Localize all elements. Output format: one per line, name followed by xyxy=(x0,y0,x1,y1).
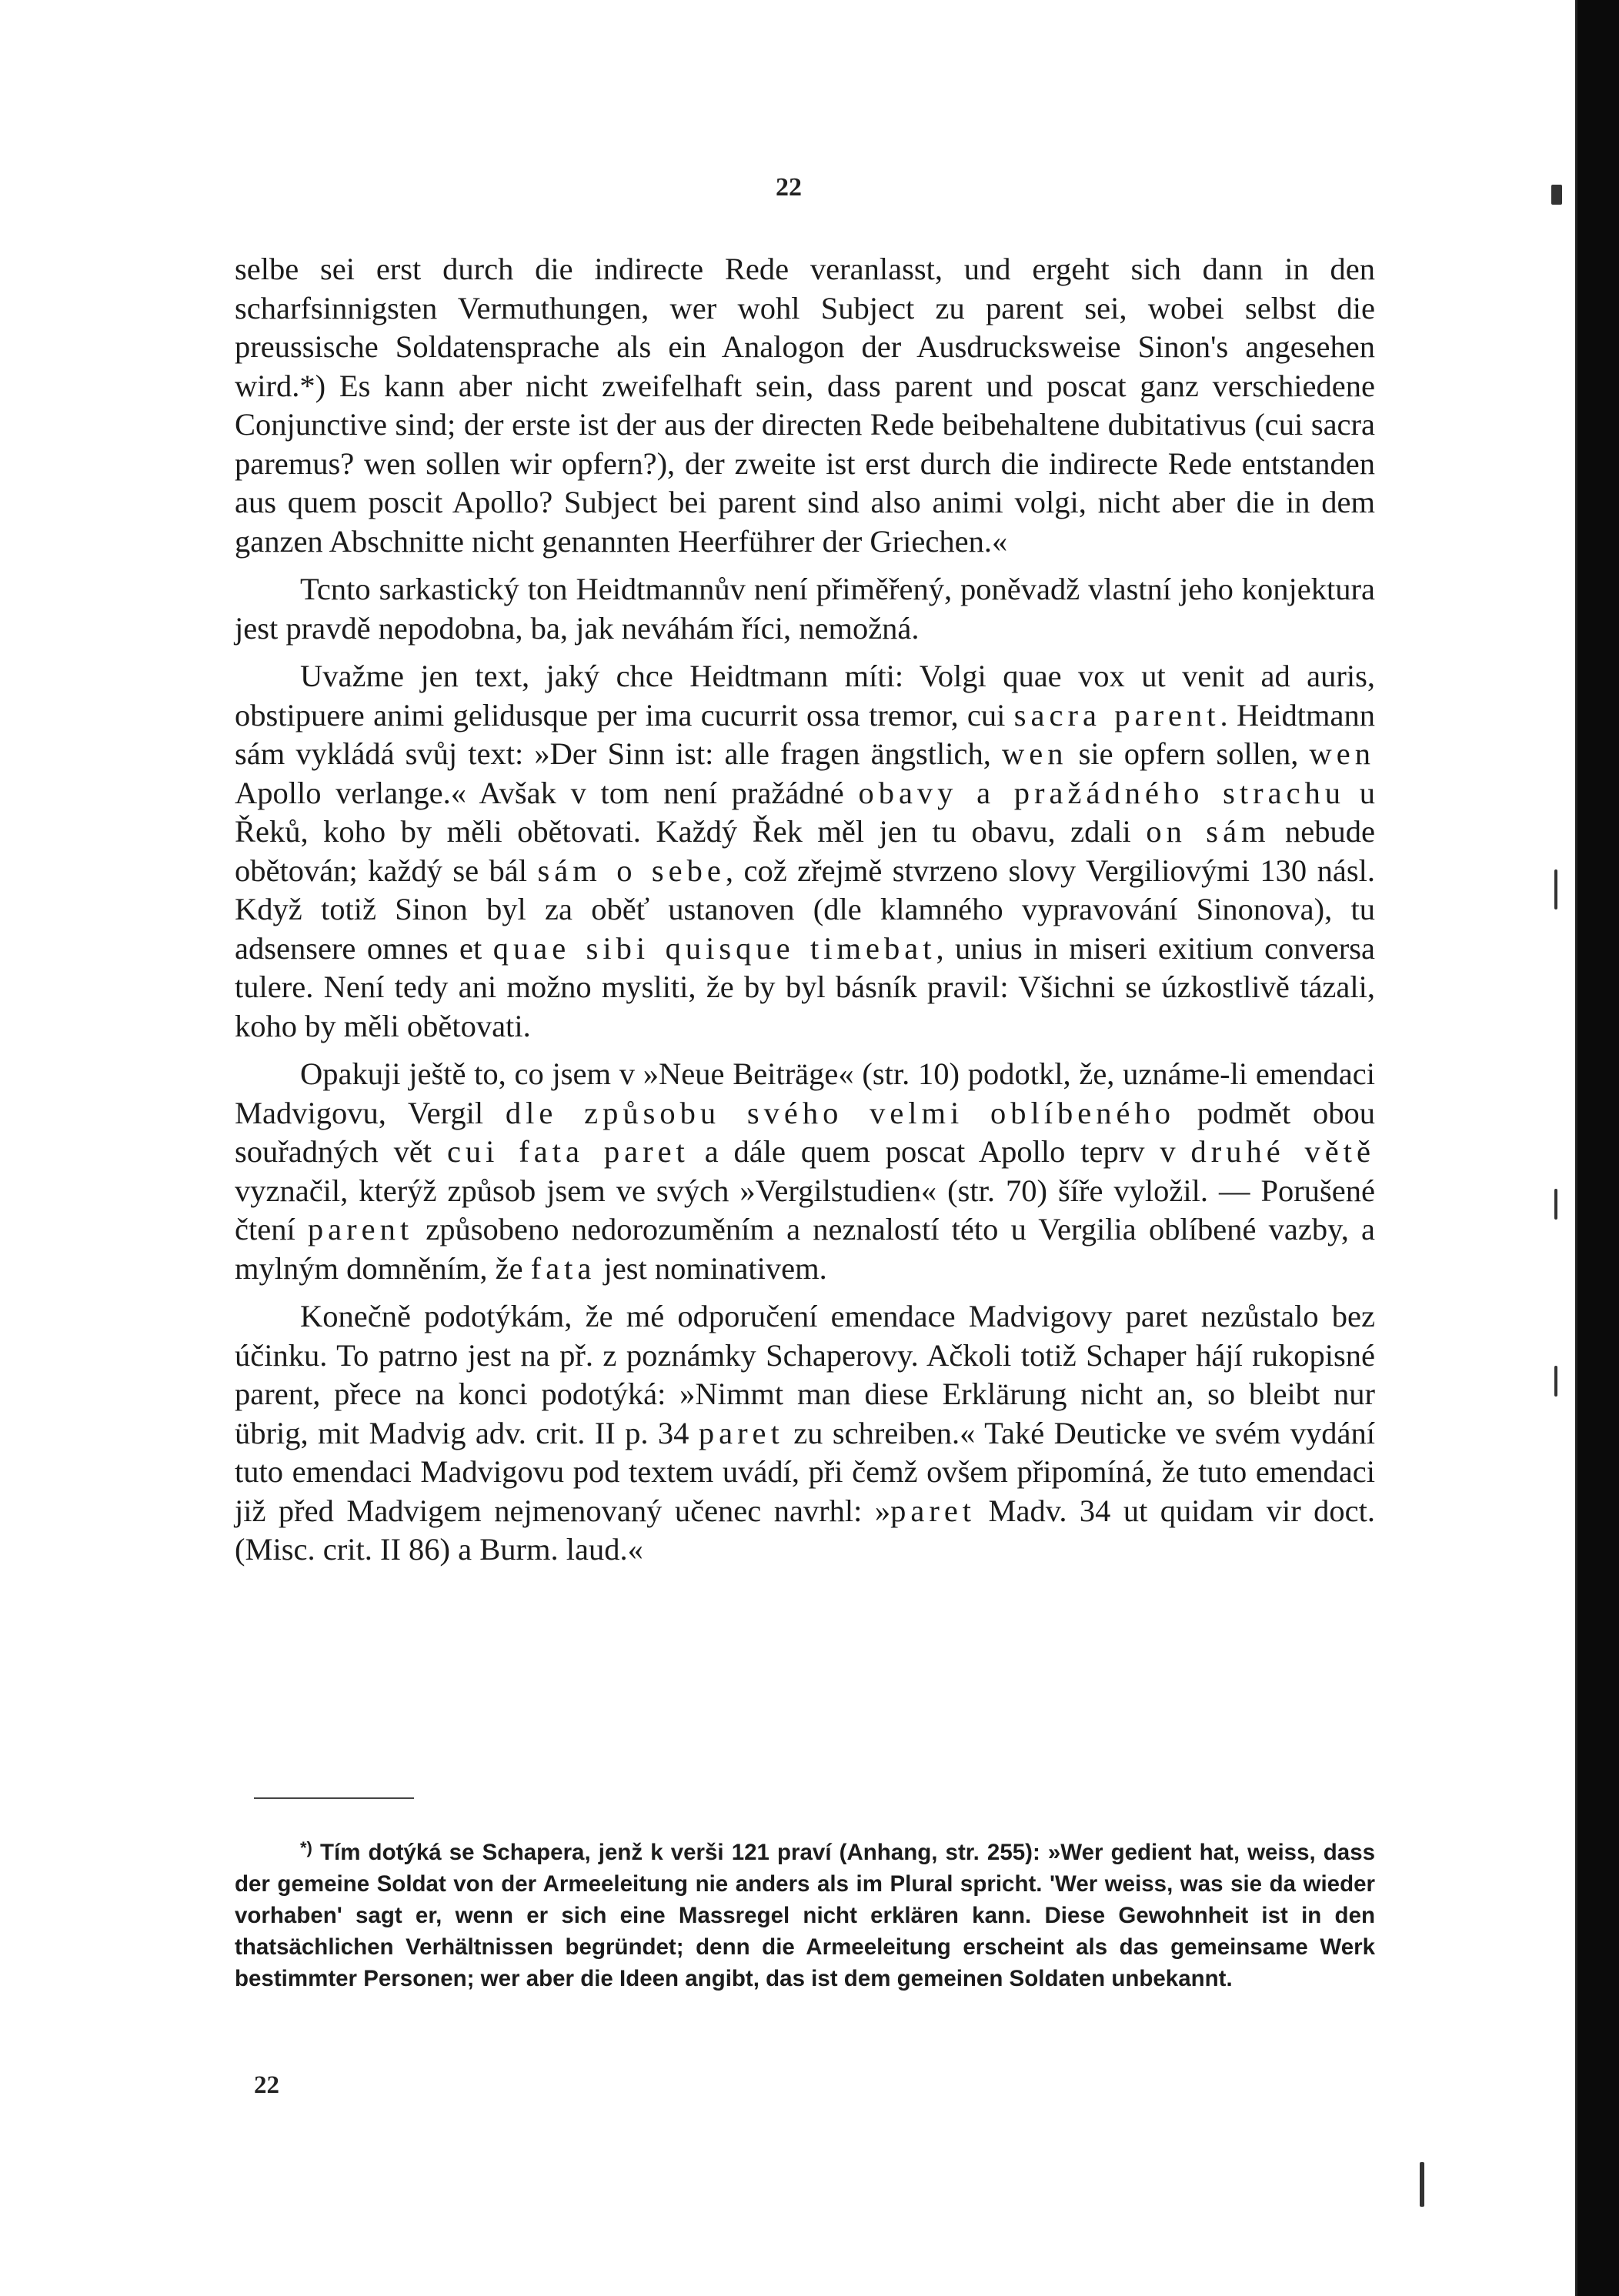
p4-text-4: vyznačil, kterýž způsob jsem ve svých »Vergilstudien« (str. 70) šíře vyložil. — Porušené čtení xyxy=(235,1173,1375,1246)
scan-speck xyxy=(1420,2162,1424,2207)
p3-text-6: nebude obětován; každý se bál xyxy=(235,814,1375,888)
p4-emphasis-3: druhé větě xyxy=(1190,1134,1375,1169)
p4-text-3: a dále quem poscat Apollo teprv v xyxy=(689,1134,1191,1169)
p3-text-5: u Řeků, koho by měli obětovati. Každý Řek měl jen tu obavu, zdali xyxy=(235,775,1375,849)
p3-text-2: . Heidtmann sám vykládá svůj text: »Der Sinn ist: alle fragen ängstlich, xyxy=(235,697,1375,771)
footnote-paragraph xyxy=(235,1832,1375,1994)
scan-speck xyxy=(1554,1189,1557,1220)
p5-text-2: zu schreiben.« Také Deuticke ve svém vydání tuto emendaci Madvigovu pod textem uvádí, při čemž ovšem připomíná, že tuto emendaci již před Madvigem nejmenovaný učenec navrhl: » xyxy=(235,1415,1375,1528)
p4-text-6: jest nominativem. xyxy=(596,1250,827,1286)
p4-emphasis-2: cui fata paret xyxy=(446,1134,689,1169)
footnote-marker: *) xyxy=(300,1838,312,1857)
scan-edge xyxy=(1577,0,1619,2296)
p3-text-4: Apollo verlange.« Avšak v tom není pražádné xyxy=(235,775,859,810)
p3-emphasis-3: wen xyxy=(1309,736,1375,771)
paragraph-5 xyxy=(235,1297,1375,1570)
scan-speck xyxy=(1554,869,1557,909)
p3-text-8: , unius in miseri exitium conversa tulere. Není tedy ani možno mysliti, že by byl básník pravil: Všichni se úzkostlivě tázali, koho by měli obětovati. xyxy=(235,930,1375,1043)
p3-text-7: , což zřejmě stvrzeno slovy Vergiliovými 130 násl. Když totiž Sinon byl za oběť ustanoven (dle klamného vypravování Sinonova), tu adsensere omnes et xyxy=(235,853,1376,966)
p3-emphasis-4: obavy a pražádného strachu xyxy=(858,775,1346,810)
footnote-text: Tím dotýká se Schapera, jenž k verši 121 praví (Anhang, str. 255): »Wer gedient hat, weiss, dass der gemeine Soldat von der Armeeleitung nie anders als im Plural spricht. 'Wer weiss, was sie da wieder vorhaben' sagt er, wenn er sich eine Massregel nicht erklären kann. Diese Gewohnheit ist in den thatsächlichen Verhältnissen begründet; denn die Armeeleitung erscheint als das gemeinsame Werk bestimmter Personen; wer aber die Ideen angibt, das ist dem gemeinen Soldaten unbekannt. xyxy=(235,1840,1376,1991)
p4-emphasis-4: parent xyxy=(307,1212,414,1246)
p3-emphasis-2: wen xyxy=(1002,736,1068,771)
footnote-divider xyxy=(254,1797,414,1799)
p3-text-3: sie opfern sollen, xyxy=(1067,736,1310,771)
p4-text-1: Opakuji ještě to, co jsem v »Neue Beiträge« (str. 10) podotkl, že, uznáme-li emendaci Madvigovu, Vergil xyxy=(235,1056,1375,1130)
p4-emphasis-5: fata xyxy=(530,1250,596,1286)
body-text xyxy=(235,250,1375,1579)
paragraph-3 xyxy=(235,657,1375,1046)
p4-text-5: způsobeno nedorozuměním a neznalostí této u Vergilia oblíbené vazby, a mylným domněním, že xyxy=(235,1212,1375,1286)
p3-emphasis-7: quae sibi quisque timebat xyxy=(492,930,936,966)
p3-emphasis-1: sacra parent xyxy=(1013,697,1220,733)
footnote xyxy=(235,1832,1375,1994)
scan-speck xyxy=(1554,1366,1557,1397)
p5-emphasis-1: paret xyxy=(698,1415,784,1450)
p5-emphasis-2: paret xyxy=(890,1493,976,1528)
page-number-header: 22 xyxy=(776,173,802,202)
p4-text-2: podmět obou souřadných vět xyxy=(235,1095,1375,1169)
paragraph-4 xyxy=(235,1055,1375,1288)
p5-text-3: Madv. 34 ut quidam vir doct. (Misc. crit. II 86) a Burm. laud.« xyxy=(235,1493,1376,1567)
paragraph-2: Tcnto sarkastický ton Heidtmannův není přiměřený, poněvadž vlastní jeho konjektura jest pravdě nepodobna, ba, jak neváhám říci, nemožná. xyxy=(235,572,1375,646)
page-number-footer: 22 xyxy=(254,2071,279,2099)
p5-text-1: Konečně podotýkám, že mé odporučení emendace Madvigovy paret nezůstalo bez účinku. To patrno jest na př. z poznámky Schaperovy. Ačkoli totiž Schaper hájí rukopisné parent, přece na konci podotýká: »Nimmt man diese Erklärung nicht an, so bleibt nur übrig, mit Madvig adv. crit. II p. 34 xyxy=(235,1299,1375,1450)
scan-speck xyxy=(1551,185,1562,205)
p3-emphasis-6: sám o sebe xyxy=(537,853,726,888)
paragraph-1: selbe sei erst durch die indirecte Rede veranlasst, und ergeht sich dann in den scharfsinnigsten Vermuthungen, wer wohl Subject zu parent sei, wobei selbst die preussische Soldatensprache als ein Analogon der Ausdrucksweise Sinon's angesehen wird.*) Es kann aber nicht zweifelhaft sein, dass parent und poscat ganz verschiedene Conjunctive sind; der erste ist der aus der directen Rede beibehaltene dubitativus (cui sacra paremus? wen sollen wir opfern?), der zweite ist erst durch die indirecte Rede entstanden aus quem poscit Apollo? Subject bei parent sind also animi volgi, nicht aber die in dem ganzen Abschnitte nicht genannten Heerführer der Griechen.« xyxy=(235,252,1375,559)
p3-text-1: Uvažme jen text, jaký chce Heidtmann míti: Volgi quae vox ut venit ad auris, obstipuere animi gelidusque per ima cucurrit ossa tremor, cui xyxy=(235,659,1375,733)
p4-emphasis-1: dle způsobu svého velmi oblíbeného xyxy=(505,1095,1176,1130)
p3-emphasis-5: on sám xyxy=(1146,814,1270,849)
